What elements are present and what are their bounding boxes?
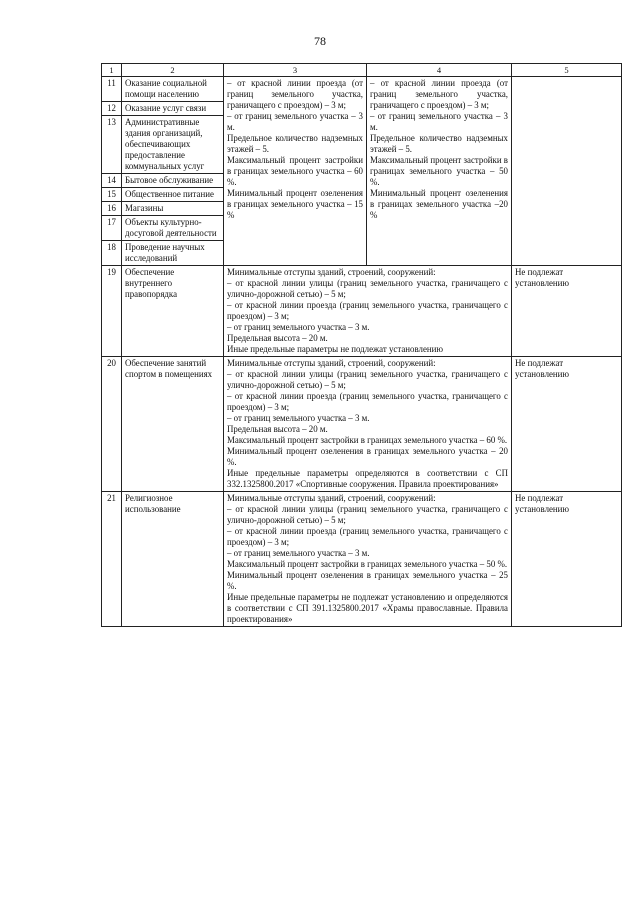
use-type-name: Общественное питание	[122, 188, 224, 202]
use-type-name: Магазины	[122, 202, 224, 216]
param-line: Максимальный процент застройки в границах земельного участка – 60 %.	[227, 435, 508, 445]
param-line: Минимальный процент озеленения в границах земельного участка – 20 %.	[227, 446, 508, 467]
col-header-2: 2	[122, 64, 224, 77]
row-number: 16	[102, 202, 122, 216]
param-line: – от красной линии улицы (границ земельного участка, граничащего с улично-дорожной сетью) – 5 м;	[227, 278, 508, 299]
note: Не подлежат установлению	[512, 492, 622, 627]
note: Не подлежат установлению	[512, 357, 622, 492]
params-merged	[224, 357, 512, 492]
row-number: 11	[102, 77, 122, 102]
param-line: Максимальный процент застройки в границах земельного участка – 50 %.	[227, 559, 508, 569]
param-line: – от красной линии проезда (от границ земельного участка, граничащего с проездом) – 3 м;	[370, 78, 508, 110]
shared-params-col3	[224, 77, 367, 266]
param-line: – от красной линии проезда (границ земельного участка, граничащего с проездом) – 3 м;	[227, 526, 508, 547]
params-merged	[224, 492, 512, 627]
row-number: 18	[102, 241, 122, 266]
page-number: 78	[314, 34, 326, 48]
table-row	[102, 266, 622, 357]
param-line: Минимальный процент озеленения в границах земельного участка – 25 %.	[227, 570, 508, 591]
use-type-name: Административные здания организаций, обеспечивающих предоставление коммунальных услуг	[122, 116, 224, 174]
col-header-1: 1	[102, 64, 122, 77]
use-type-name: Обеспечение занятий спортом в помещениях	[122, 357, 224, 492]
row-number: 15	[102, 188, 122, 202]
shared-params-col4	[367, 77, 512, 266]
use-type-name: Бытовое обслуживание	[122, 174, 224, 188]
param-line: Минимальные отступы зданий, строений, сооружений:	[227, 267, 436, 277]
row-number: 12	[102, 102, 122, 116]
note: Не подлежат установлению	[512, 266, 622, 357]
param-line: Минимальные отступы зданий, строений, сооружений:	[227, 493, 436, 503]
row-number: 17	[102, 216, 122, 241]
column-header-row	[102, 64, 622, 77]
table-row	[102, 492, 622, 627]
params-merged	[224, 266, 512, 357]
use-type-name: Объекты культурно-досуговой деятельности	[122, 216, 224, 241]
param-line: Максимальный процент застройки в границах земельного участка – 60 %.	[227, 155, 363, 187]
use-type-name: Оказание социальной помощи населению	[122, 77, 224, 102]
table-row	[102, 357, 622, 492]
use-type-name: Проведение научных исследований	[122, 241, 224, 266]
param-line: Минимальный процент озеленения в границах земельного участка – 15 %	[227, 188, 363, 220]
param-line: – от красной линии проезда (от границ земельного участка, граничащего с проездом) – 3 м;	[227, 78, 363, 110]
param-line: Минимальный процент озеленения в границах земельного участка –20 %	[370, 188, 508, 220]
param-line: Предельная высота – 20 м.	[227, 333, 328, 343]
use-type-name: Обеспечение внутреннего правопорядка	[122, 266, 224, 357]
shared-col5-empty	[512, 77, 622, 266]
param-line: Предельное количество надземных этажей – 5.	[227, 133, 363, 154]
col-header-5: 5	[512, 64, 622, 77]
param-line: Иные предельные параметры не подлежат установлению	[227, 344, 444, 354]
param-line: Предельное количество надземных этажей – 5.	[370, 133, 508, 154]
col-header-4: 4	[367, 64, 512, 77]
param-line: – от границ земельного участка – 3 м.	[227, 413, 370, 423]
use-type-name: Оказание услуг связи	[122, 102, 224, 116]
param-line: – от границ земельного участка – 3 м.	[227, 111, 363, 132]
param-line: Иные предельные параметры определяются в соответствии с СП 332.1325800.2017 «Спортивные сооружения. Правила проектирования»	[227, 468, 508, 489]
param-line: – от границ земельного участка – 3 м.	[370, 111, 508, 132]
param-line: Предельная высота – 20 м.	[227, 424, 328, 434]
param-line: – от границ земельного участка – 3 м.	[227, 322, 370, 332]
row-number: 19	[102, 266, 122, 357]
row-number: 20	[102, 357, 122, 492]
table-row	[102, 77, 622, 102]
row-number: 14	[102, 174, 122, 188]
col-header-3: 3	[224, 64, 367, 77]
param-line: – от красной линии проезда (границ земельного участка, граничащего с проездом) – 3 м;	[227, 391, 508, 412]
param-line: – от красной линии улицы (границ земельного участка, граничащего с улично-дорожной сетью) – 5 м;	[227, 369, 508, 390]
use-type-name: Религиозное использование	[122, 492, 224, 627]
param-line: – от красной линии улицы (границ земельного участка, граничащего с улично-дорожной сетью) – 5 м;	[227, 504, 508, 525]
row-number: 21	[102, 492, 122, 627]
regulations-table	[101, 63, 622, 627]
row-number: 13	[102, 116, 122, 174]
param-line: – от красной линии проезда (границ земельного участка, граничащего с проездом) – 3 м;	[227, 300, 508, 321]
param-line: – от границ земельного участка – 3 м.	[227, 548, 370, 558]
param-line: Максимальный процент застройки в границах земельного участка – 50 %.	[370, 155, 508, 187]
param-line: Минимальные отступы зданий, строений, сооружений:	[227, 358, 436, 368]
param-line: Иные предельные параметры не подлежат установлению и определяются в соответствии с СП 391.1325800.2017 «Храмы православные. Правила проектирования»	[227, 592, 508, 624]
